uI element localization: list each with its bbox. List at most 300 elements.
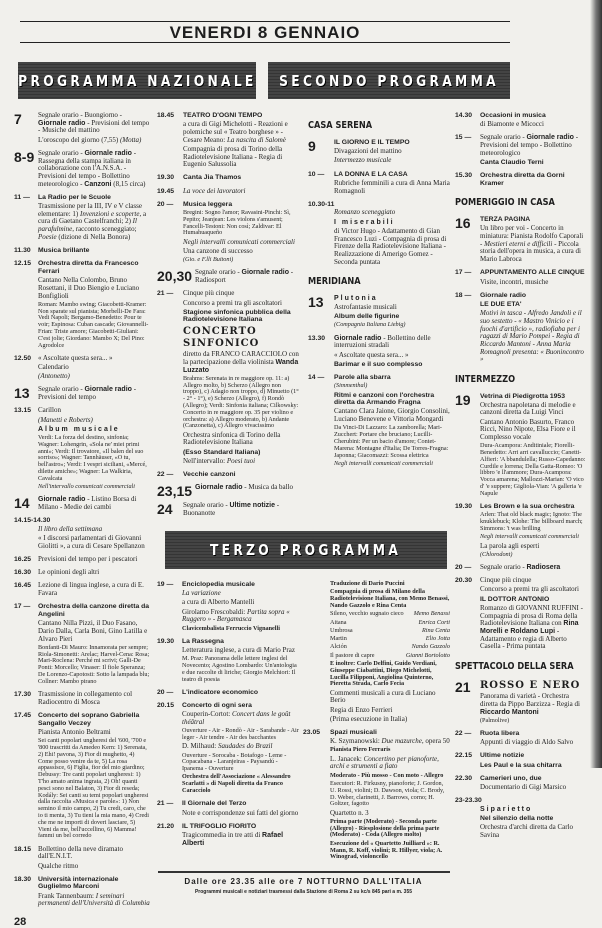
program-entry	[14, 496, 150, 513]
program-line: Brahms: Serenata in re maggiore op. 11: a) Allegro molto, b) Scherzo (Allegro non troppo), c) Adagio non troppo, d) Minuetto (1° - 2° - 1°), e) Scherzo (Allegro), f) Rondò (Allegro); Verdi: Sinfonia italiana; Cilkowsky: Concerto in re maggiore op. 35 per violino e orchestra: a) Allegro moderato, b) Andante (Canzonetta), c) Allegro vivacissimo	[183, 374, 299, 430]
program-details	[480, 775, 587, 793]
program-line: Traduzione di Dario Puccini	[330, 580, 405, 588]
program-time: 8-9	[14, 148, 35, 165]
program-line	[195, 484, 300, 492]
program-details	[480, 680, 587, 726]
program-details	[38, 712, 150, 842]
program-details	[38, 603, 150, 687]
program-entry	[157, 174, 300, 183]
program-line	[182, 609, 300, 624]
text-segment: - Piccola storia dell'opera in musica, a cura di Mario Labroca	[480, 239, 581, 264]
program-line	[182, 832, 300, 847]
program-title: Ultime notizie	[480, 752, 525, 760]
text-segment: Canzoni	[84, 180, 112, 188]
program-line: Orchestra d'archi diretta da Carlo Savina	[480, 823, 573, 840]
section-heading: POMERIGGIO IN CASA	[455, 197, 555, 209]
program-details	[195, 269, 300, 286]
text-segment: D. Milhaud:	[182, 742, 218, 751]
program-entry	[308, 335, 450, 370]
program-entry	[157, 188, 300, 197]
program-title: IL GIORNO E IL TEMPO	[334, 139, 410, 146]
banner-terzo-programma	[165, 531, 447, 569]
program-line: Cinque più cinque	[183, 289, 235, 298]
program-time: 12.15	[14, 260, 32, 268]
column-secondo-1	[308, 112, 450, 473]
program-time: 11.30	[14, 247, 31, 255]
program-line: « Ascoltate questa sera... »	[38, 353, 113, 362]
program-details	[182, 581, 300, 634]
text-segment: Riccardo Mantoni	[480, 708, 539, 716]
program-line: Negli intervalli comunicati commerciali	[183, 237, 295, 246]
program-time: 18.30	[14, 875, 32, 883]
program-details	[480, 269, 587, 287]
cast-role: Alción	[330, 643, 347, 651]
program-line: Astrofantasie musicali	[334, 303, 397, 312]
program-line: Letteratura inglese, a cura di Mario Praz	[182, 646, 295, 655]
program-details	[182, 800, 300, 818]
program-entry	[455, 775, 587, 793]
program-time: 13	[308, 293, 324, 310]
program-entry	[14, 355, 150, 383]
program-entry	[14, 112, 150, 146]
program-title: Occasioni in musica	[480, 112, 546, 119]
program-title: Stagione sinfonica pubblica della Radiotelevisione Italiana	[183, 308, 291, 324]
program-line: Bregini: Sogno l'amor; Ravasini-Pinchi: Sì, Pepito; Jeanjean: Les violons s'amusent; Fancelli-Testoni: Non così; Zaldivar: El Humahuaqueño	[183, 209, 291, 237]
text-segment: (8,15 circa)	[111, 179, 146, 188]
program-entry	[157, 702, 300, 796]
program-time: 18.15	[14, 845, 32, 853]
program-line: E inoltre: Carlo Delfini, Guido Verdiani, Giuseppe Ciabattini, Diego Michelotti, Lucilla Filipponi, Angiolina Quinterno, Pieretta Strada, Carlo Fecia	[330, 660, 437, 688]
program-time: 20 —	[157, 200, 174, 208]
program-title: Vecchie canzoni	[183, 470, 236, 478]
section-heading: CASA SERENA	[308, 120, 373, 131]
program-entry	[455, 797, 587, 841]
program-entry	[14, 194, 150, 243]
program-line: Esecuzione del « Quartetto Juilliard »: R. Mann, R. Koff, violini; R. Hillyer, viola; A. Winograd, violoncello	[330, 839, 443, 861]
text-segment: Couperin-Cortot:	[182, 710, 232, 719]
program-title: Camerieri uno, due	[480, 774, 542, 782]
banner-label: PROGRAMMA NAZIONALE	[18, 71, 256, 90]
column-nazionale-2	[157, 112, 300, 523]
program-entry	[157, 823, 300, 849]
program-details	[334, 374, 450, 469]
program-details	[330, 581, 450, 725]
program-time: 12.50	[14, 354, 32, 362]
program-line: (Prima esecuzione in Italia)	[330, 714, 408, 723]
program-title: Musica brillante	[38, 247, 90, 255]
program-line: « I discorsi parlamentari di Giovanni Giolitti », a cura di Cesare Spellanzon	[38, 534, 145, 550]
program-time: 16.25	[14, 556, 32, 564]
program-line: Orchestra dell'Associazione « Alessandro Scarlatti » di Napoli diretta da Franco Caracciolo	[182, 773, 291, 795]
program-title: Canta Jia Thamos	[183, 174, 242, 182]
program-entry	[157, 502, 300, 519]
program-details	[334, 139, 450, 167]
program-title: La Radio per le Scuole	[38, 193, 111, 201]
program-line	[183, 351, 300, 374]
program-time: 23-23.30	[455, 797, 482, 805]
program-entry	[455, 564, 587, 573]
program-line: Cantano Clara Jaione, Giorgio Consolini, Luciano Benevene e Vittoria Mongardi	[334, 407, 450, 424]
program-line: (Antonetto)	[38, 372, 70, 381]
program-details	[183, 290, 300, 467]
program-entry	[455, 134, 587, 168]
banner-programma-nazionale	[18, 62, 256, 99]
program-title: Nel silenzio della notte	[480, 815, 554, 823]
program-details	[334, 335, 450, 370]
program-details	[480, 393, 587, 500]
program-details	[330, 729, 450, 863]
program-details	[38, 569, 150, 578]
program-line	[38, 203, 150, 242]
program-entry	[14, 691, 150, 708]
program-line: Moderato - Più mosso - Con moto - Allegro	[330, 771, 444, 779]
text-segment: Romanzo di GIOVANNI RUFFINI - Compagnia di prosa di Roma della Radiotelevisione Italiana con	[480, 603, 583, 628]
program-title: Vetrina di Piedigrotta 1953	[480, 392, 565, 400]
program-line: Compagnia di prosa di Milano della Radiotelevisione Italiana, con Memo Benassi, Nando Gazzolo e Rina Centa	[330, 588, 450, 609]
program-line	[183, 502, 300, 517]
program-line: Plutonia	[334, 294, 378, 302]
program-details	[480, 134, 587, 168]
text-segment: , a cura di Gaetano Castelfranchi; 2)	[38, 209, 147, 226]
program-entry	[308, 139, 450, 167]
program-details	[480, 752, 587, 770]
section-heading: SPETTACOLO DELLA SERA	[455, 660, 574, 672]
footer-note: Programmi musicali e notiziari trasmessi dalla Stazione di Roma 2 su kc/s 845 pari a m. 355	[194, 888, 413, 895]
program-details	[38, 846, 150, 872]
text-segment: (Motta)	[119, 135, 142, 144]
program-line: Regia di Enzo Ferrieri	[330, 705, 393, 714]
program-time: 21	[455, 678, 471, 695]
program-title: Orchestra della canzone diretta da Angelini	[38, 603, 150, 619]
program-line: Romanzo sceneggiato	[334, 208, 396, 217]
program-title: Il Giornale del Terzo	[182, 800, 247, 808]
program-entry	[14, 260, 150, 351]
text-segment: Panorama di varietà - Orchestra diretta da Pippo Barzizza - Regia di	[480, 692, 580, 708]
program-details	[183, 471, 300, 480]
cast-role: Aitana	[330, 618, 347, 626]
program-entry	[455, 269, 587, 287]
text-segment: Giornale radio	[38, 496, 86, 504]
text-segment: Il parafulmine	[38, 217, 137, 234]
program-line: Motivi in tasca - Alfredo Jandoli e il suo sestetto - « Mastro Vinicio e i fuochi d'artificio », radiofiaba per i ragazzi di Mario Pompei - Regia di Riccardo Mantoni - Anna Maria Romagnoli presenta: « Buonincontro »	[480, 309, 584, 364]
program-time: 10.30-11	[308, 200, 335, 208]
program-line: Calendario	[38, 363, 69, 372]
program-time: 18.45	[157, 112, 175, 119]
program-entry	[308, 171, 450, 197]
program-line: (Compagnia Italiana Liebig)	[334, 321, 406, 329]
program-time: 19.45	[157, 187, 175, 195]
program-details	[183, 502, 300, 519]
program-title: (Esso Standard Italiana)	[183, 448, 261, 456]
cast-line	[330, 620, 450, 627]
program-time: 20.15	[157, 702, 175, 710]
text-segment: Saudades do Brazil	[217, 742, 273, 751]
program-title: Università internazionale Guglielmo Marconi	[38, 875, 119, 891]
program-line: (Gio. e F.lli Buitoni)	[183, 256, 234, 264]
program-line	[38, 386, 150, 401]
program-title: Ritmi e canzoni con l'orchestra diretta da Armando Fragna	[334, 391, 435, 407]
program-title: La Rassegna	[182, 637, 224, 645]
text-segment: Radiosera	[526, 564, 561, 572]
text-segment: Due mazurche	[381, 737, 422, 746]
program-title: Enciclopedia musicale	[182, 581, 255, 589]
program-line: Siparietto	[480, 805, 533, 813]
program-entry	[308, 201, 450, 268]
program-details	[38, 112, 150, 146]
text-segment: Segnale orario -	[38, 385, 85, 394]
program-line: La voce dei lavoratori	[183, 186, 246, 195]
banner-label: TERZO PROGRAMMA	[210, 541, 402, 560]
lower-middle-row	[157, 581, 450, 867]
program-line	[38, 496, 150, 511]
cast-role: Umbrosa	[330, 626, 353, 634]
program-time: 7	[14, 111, 22, 127]
program-line: Le opinioni degli altri	[38, 568, 100, 577]
section-heading: MERIDIANA	[308, 275, 361, 287]
program-line	[330, 756, 450, 771]
program-entry	[455, 577, 587, 652]
text-segment: - Adattamento e regia di Alberto Casella - Prima puntata	[480, 626, 567, 651]
program-line: Clavicembalista Ferruccio Vignanelli	[182, 624, 280, 632]
text-segment: Giornale radio	[334, 334, 382, 342]
program-time: 19.30	[455, 503, 473, 511]
program-line: Prima parte (Moderato) - Seconda parte (Allegro) - Riesplosione della prima parte (Moderato) - Coda (Allegro molto)	[330, 817, 440, 839]
program-time: 16	[455, 215, 471, 232]
program-details	[38, 150, 150, 190]
program-details	[334, 295, 450, 331]
program-line: Verdi: La forza del destino, sinfonia; Wagner: Lohengrin, «Sola ne' miei primi anni»; Verdi: Il trovatore, «Il balen del suo sorriso»; Wagner: Tannhäuser, «O tu, bell'astro»; Verdi: I vespri siciliani, «Mercé, dilette amiche»; Wagner: La Walkiria, Cavalcata	[38, 433, 147, 482]
program-line: Pianista Piero Ferraris	[330, 746, 391, 754]
program-entry	[14, 247, 150, 256]
program-line	[38, 893, 150, 908]
program-title: LE DUE ETA'	[480, 300, 522, 308]
program-line: Cantano Nella Colombo, Bruno Rosettani, il Duo Biengio e Luciano Bonfiglioli	[38, 276, 140, 300]
section-heading: INTERMEZZO	[455, 373, 516, 385]
program-line: Intermezzo musicale	[334, 156, 392, 165]
program-line: Rubriche femminili a cura di Anna Maria Romagnoli	[334, 178, 450, 195]
program-title: APPUNTAMENTO ALLE CINQUE	[480, 269, 585, 277]
text-segment: , opera 50	[421, 737, 450, 746]
title-rule-bottom	[20, 42, 510, 43]
program-details	[480, 503, 587, 560]
text-segment: Invenzioni e scoperte	[79, 209, 140, 218]
text-segment: - Rassegna della stampa italiana in collaborazione con l'A.N.S.A. - Previsioni del tempo - Bollettino meteorologico -	[38, 148, 137, 188]
left-column-wrapper	[14, 112, 150, 928]
program-line: Nell'intervallo comunicati commerciali	[38, 483, 135, 491]
program-time: 24	[157, 501, 173, 518]
program-line: Lezione di lingua inglese, a cura di E. Favara	[38, 581, 144, 598]
program-line: (Simmenthal)	[334, 382, 368, 390]
program-entry	[455, 393, 587, 500]
program-time: 21.20	[157, 822, 175, 830]
text-segment: Nell'intervallo:	[183, 456, 227, 465]
program-title: Les Brown e la sua orchestra	[480, 503, 575, 511]
text-segment: La nascita di Salomè	[226, 135, 286, 144]
program-entry	[455, 292, 587, 366]
program-line	[480, 605, 587, 651]
text-segment: Trasmissione per la III, IV e V classe elementare: 1)	[38, 202, 142, 218]
program-line: Album musicale	[38, 425, 120, 433]
program-time: 20 —	[157, 688, 174, 696]
program-line: Il libro della settimana	[38, 524, 103, 533]
program-time: 20 —	[455, 564, 472, 572]
program-line	[182, 711, 300, 726]
program-entry	[14, 876, 150, 910]
program-time: 18 —	[455, 291, 472, 299]
program-line: Compagnia di prosa di Torino della Radiotelevisione Italiana - Regia di Eugenio Salussolia	[183, 144, 283, 169]
program-title: Giornale radio	[480, 291, 527, 299]
program-time: 13	[14, 385, 30, 402]
program-line	[182, 743, 300, 751]
program-line: Cantano Antonio Basurto, Franco Ricci, Nino Nipote, Elsa Fiore e il Complesso vocale	[480, 417, 576, 442]
program-line: Visite, incontri, musiche	[480, 277, 549, 286]
program-line: Ouverture - Air - Rondò - Air - Sarabande - Air leger - Air tendre - Air des bacchantes	[182, 727, 299, 742]
program-entry	[14, 517, 150, 552]
program-time: 22.15	[455, 752, 473, 760]
program-line: « Ascoltate questa sera... »	[334, 350, 409, 359]
program-details	[480, 730, 587, 748]
program-entry	[14, 386, 150, 403]
text-segment: Un libro per voi - Concerto in miniatura: Pianista Rodolfo Caporali -	[480, 224, 584, 248]
program-time	[303, 581, 330, 725]
text-segment: Segnale orario -	[480, 563, 527, 572]
text-segment: (dizione di Nella Bonora)	[56, 232, 131, 241]
text-segment: Segnale orario - Buongiorno -	[38, 111, 122, 119]
text-segment: Concert dans le goût théâtral	[182, 710, 291, 727]
text-segment: Segnale orario -	[38, 148, 85, 157]
program-title: Orchestra diretta da Francesco Ferrari	[38, 260, 139, 275]
program-time: 20.30	[455, 577, 473, 585]
text-segment: Giornale radio	[84, 386, 132, 394]
text-segment: Segnale orario -	[480, 133, 527, 142]
text-segment: diretto da FRANCO CARACCIOLO con la partecipazione della violinista	[183, 350, 299, 366]
program-line	[480, 693, 587, 716]
cast-line	[330, 644, 450, 651]
program-line: Note e corrispondenze sui fatti del giorno	[182, 808, 299, 817]
program-details	[480, 564, 587, 573]
cast-line	[330, 628, 450, 635]
page-number: 28	[14, 915, 27, 928]
program-title: Concerto di ogni sera	[182, 702, 252, 710]
program-title: Parole alla sbarra	[334, 374, 391, 382]
program-time: 14.15-14.30	[14, 517, 51, 525]
program-time: 19	[455, 391, 471, 408]
program-line: Negli intervalli comunicati commerciali	[480, 533, 579, 541]
program-line: Commenti musicali a cura di Luciano Berio	[330, 688, 436, 705]
program-title: Orchestra diretta da Gorni Kramer	[480, 172, 565, 187]
program-line: (Chlorodont)	[480, 550, 513, 558]
program-line: Trasmissione in collegamento col Radiocentro di Mosca	[38, 690, 133, 706]
text-segment: Mestieri eterni e difficili	[484, 239, 553, 248]
text-segment: Frank Tannenbaum:	[38, 891, 96, 900]
program-time: 11 —	[14, 193, 30, 201]
program-line: Dura-Acampora: Anditiniale; Fiorelli-Benedetto: Arri arri cavalluccio; Canetti-Alfieri: 'A bbandulella; Russo-Capedanno: Curdile e lorrena; Della Gatta-Romeo: 'O libbro 'e ll'ammore; Dura-Acampora: Vocca amarena; Mallozzi-Marian: 'O vico d' 'e suppere; Gigliola-Vian: 'A galleria 'e Napule	[480, 442, 586, 497]
program-entry	[303, 729, 450, 863]
program-line: Cinque più cinque	[480, 576, 532, 585]
program-details	[14, 526, 150, 552]
program-time: 9	[308, 138, 316, 154]
program-line: a cura di Alberto Mantelli	[182, 598, 255, 607]
program-time: 16.45	[14, 582, 32, 590]
program-line	[334, 335, 450, 350]
program-line	[183, 458, 300, 466]
footer-notturno: Dalle ore 23.35 alle ore 7 NOTTURNO DALL'ITALIA	[184, 876, 423, 886]
banner-secondo-programma	[268, 62, 510, 99]
program-line: Da Vinci-Di Lazzaro: La zamborella; Mari-Zucchert: Portare che bruciano; Lucilli-Cherubini: Per un bacio d'amore; Contet-Marena: Montagne d'Italia; De Torres-Fragna: Japonna; Giacomazzi: Scossa elettrica	[334, 424, 449, 459]
text-segment: Giornale radio	[84, 149, 132, 157]
cast-line	[330, 653, 450, 660]
program-line	[330, 738, 450, 746]
program-title: Spazi musicali	[330, 729, 377, 737]
program-title: IL DOTTOR ANTONIO	[480, 595, 550, 603]
program-line: Quartetto n. 3	[330, 808, 369, 817]
text-segment: Poesie	[38, 232, 57, 241]
column-terzo-1	[157, 581, 300, 853]
program-line: Esecutori: R. Firkusny, pianoforte; J. Gordon, U. Rossi, violini; D. Dawson, viola; C. Brody, D. Weber, clarinetti, J. Barrows, corno; H. Goltzer, fagotto	[330, 779, 445, 808]
program-line: Documentario di Gigi Marsico	[480, 783, 567, 792]
program-entry	[14, 582, 150, 599]
program-time: 17.30	[14, 691, 32, 699]
program-details	[38, 876, 150, 910]
program-title: L'indicatore economico	[182, 688, 259, 696]
text-segment: - Previsioni del tempo - Musiche del mattino	[38, 118, 150, 135]
program-entry	[14, 846, 150, 872]
program-line: Ouverture - Sorocaba - Botafogo - Leme - Copacabana - Laranjeiras - Paysandú - Ipanema - Ouverture	[182, 751, 287, 773]
cast-actor: Enrica Corti	[418, 618, 450, 626]
program-time: 19 —	[157, 581, 174, 589]
program-line: Qualche ritmo	[38, 861, 79, 870]
program-entry	[157, 269, 300, 286]
program-entry	[157, 201, 300, 266]
program-time: 22 —	[455, 730, 472, 737]
footer-rule	[158, 871, 450, 873]
program-entry	[157, 638, 300, 685]
cast-actor: Gianni Bortolotto	[405, 651, 450, 659]
program-entry	[308, 374, 450, 469]
text-segment: - Buonanotte	[183, 501, 280, 517]
text-segment: - Bollettino delle interruzioni stradali	[334, 333, 431, 350]
program-details	[38, 260, 150, 351]
program-details	[480, 577, 587, 652]
text-segment: Giornale radio	[38, 119, 86, 127]
program-line: Bollettino della neve diramato dall'E.N.I.T.	[38, 844, 123, 861]
program-details	[183, 188, 300, 197]
text-segment: I seminari permanenti dell'Università di Columbia	[38, 891, 150, 908]
day-title: VENERDI 8 GENNAIO	[169, 23, 361, 42]
program-entry	[455, 503, 587, 560]
program-line: La variazione	[182, 589, 221, 598]
text-segment: - Previsioni del tempo - Bollettino meteorologico	[480, 133, 579, 157]
column-secondo-2	[455, 112, 587, 841]
program-time: 17 —	[14, 603, 31, 611]
program-details	[38, 386, 150, 403]
program-title: LA DONNA E LA CASA	[334, 170, 408, 178]
text-segment: - Musica da ballo	[242, 483, 294, 492]
program-details	[183, 112, 300, 170]
program-time: 21 —	[157, 290, 174, 298]
program-entry	[14, 569, 150, 578]
program-entry	[157, 290, 300, 467]
program-details	[480, 292, 587, 366]
program-details	[38, 496, 150, 513]
program-details	[38, 355, 150, 383]
cast-actor: Nando Gazzolo	[411, 643, 450, 651]
program-entry	[157, 800, 300, 818]
text-segment: Segnale orario -	[183, 501, 230, 510]
program-title: Barimar e il suo complesso	[334, 360, 423, 368]
program-details	[182, 638, 300, 685]
cast-line	[330, 636, 450, 643]
